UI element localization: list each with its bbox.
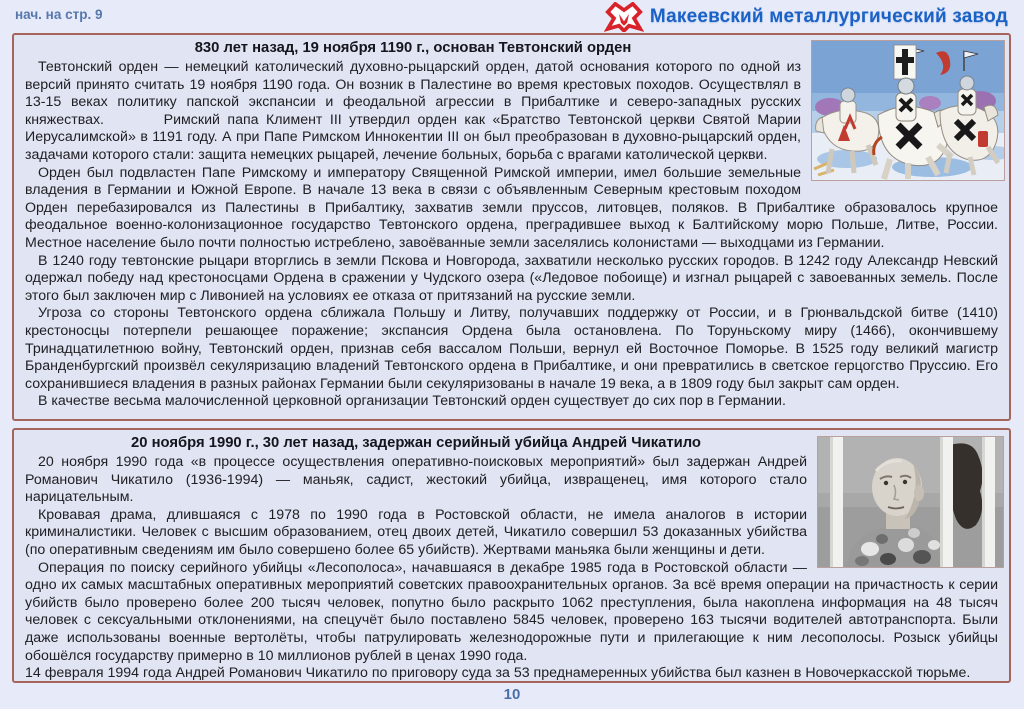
- teutonic-knights-illustration: [811, 40, 1005, 181]
- article-paragraph: 14 февраля 1994 года Андрей Романович Чикатило по приговору суда за 53 преднамеренных убийства был казнен в Новочеркасской тюрьме.: [25, 665, 971, 682]
- article-paragraph: Тевтонский орден — немецкий католический духовно-рыцарский орден, датой основания которого по одной из версий принято считать 19 ноября 1190 года. Он возник в Палестине во время крестовых походов. Осуществлял в 13-15 веках политику папской экспансии и феодальной агрессии в Прибалтике и северо-западных русских княжествах. Римский папа Климент III утвердил орден как «Братство Тевтонской церкви Святой Марии Иерусалимской» в 1191 году. А при Папе Римском Иннокентии III он был преобразован в духовно-рыцарский орден, задачами которого стали: защита немецких рыцарей, лечение больных, борьба с врагами католической церкви.: [25, 59, 801, 163]
- masthead: [604, 2, 1008, 32]
- article-paragraph: 20 ноября 1990 года «в процессе осуществления оперативно-поисковых мероприятий» был задержан Андрей Романович Чикатило (1936-1994) — маньяк, садист, жестокий убийца, извращенец, имя которого стало нарицательным.: [25, 454, 807, 506]
- article-chikatilo: [12, 428, 1011, 683]
- article-paragraph: Кровавая драма, длившаяся с 1978 по 1990 года в Ростовской области, не имела аналогов в истории криминалистики. Человек с высшим образованием, отец двоих детей, Чикатило совершил 53 доказанных убийства (по оперативным сведениям им было совершено более 65 убийств). Жертвами маньяка были женщины и дети.: [25, 506, 807, 558]
- article-paragraph: Операция по поиску серийного убийцы «Лесополоса», начавшаяся в декабре 1985 года в Ростовской области — одно их самых масштабных оперативных мероприятий советских правоохранительных органов. За всё время операции на причастность к серии убийств было проверено более 200 тысяч человек, попутно было раскрыто 1062 преступления, была накоплена информация на 48 тысяч человек с сексуальными отклонениями, на спецучёт было поставлено 5845 человек, проверено 163 тысячи водителей автотранспорта. Были даже использованы военные вертолёты, чтобы патрулировать железнодорожные пути и прилегающие к ним лесополосы. Розыск убийцы обошёлся государству примерно в 10 миллионов рублей в ценах 1990 года.: [25, 559, 998, 664]
- article-title: 20 ноября 1990 г., 30 лет назад, задержан серийный убийца Андрей Чикатило: [131, 435, 701, 451]
- page-number: 10: [503, 686, 521, 703]
- masthead-title: Макеевский металлургический завод: [649, 6, 1008, 27]
- star-m-logo-icon: [604, 2, 644, 32]
- article-title: 830 лет назад, 19 ноября 1190 г., основан Тевтонский орден: [194, 40, 632, 56]
- article-paragraph: Угроза со стороны Тевтонского ордена сближала Польшу и Литву, получавших поддержку от России, и в Грюнвальдской битве (1410) крестоносцы потерпели решающее поражение; экспансия Ордена была остановлена. По Торуньскому миру (1466), окончившему Тринадцатилетнюю войну, Тевтонский орден, признав себя вассалом Польши, вернул ей Восточное Поморье. В 1525 году великий магистр Бранденбургский произвёл секуляризацию владений Тевтонского ордена в Прибалтике, и они превратились в светское герцогство Пруссию. Его сохранившиеся владения в разных районах Германии были секуляризованы в начале 19 века, а в 1809 году был закрыт сам орден.: [25, 305, 998, 392]
- article-paragraph: В 1240 году тевтонские рыцари вторглись в земли Пскова и Новгорода, захватили несколько русских городов. В 1242 году Александр Невский одержал победу над крестоносцами Ордена в сражении у Чудского озера («Ледовое побоище) и изгнал рыцарей с завоеванных земель. После этого был заключен мир с Ливонией на условиях ее отказа от притязаний на русские земли.: [25, 252, 998, 304]
- continuation-note: нач. на стр. 9: [15, 7, 103, 22]
- article-paragraph: Орден был подвластен Папе Римскому и императору Священной Римской империи, имел большие земельные владения в Германии и Южной Европе. В начале 13 века в связи с объявленным Северным крестовым походом Орден перебазировался из Палестины в Прибалтику, захватив земли пруссов, литовцев, поляков. В Прибалтике образовалось крупное феодальное военно-колонизационное государство Тевтонского ордена, преградившее выход к Балтийскому морю Польше, Литве, России. Местное население было почти полностью истреблено, завоёванные земли заселялись колонистами — выходцами из Германии.: [25, 164, 998, 251]
- article-paragraph: В качестве весьма малочисленной церковной организации Тевтонский орден существует до сих пор в Германии.: [38, 393, 786, 410]
- chikatilo-photo: [817, 436, 1004, 568]
- article-teutonic-order: [12, 33, 1011, 421]
